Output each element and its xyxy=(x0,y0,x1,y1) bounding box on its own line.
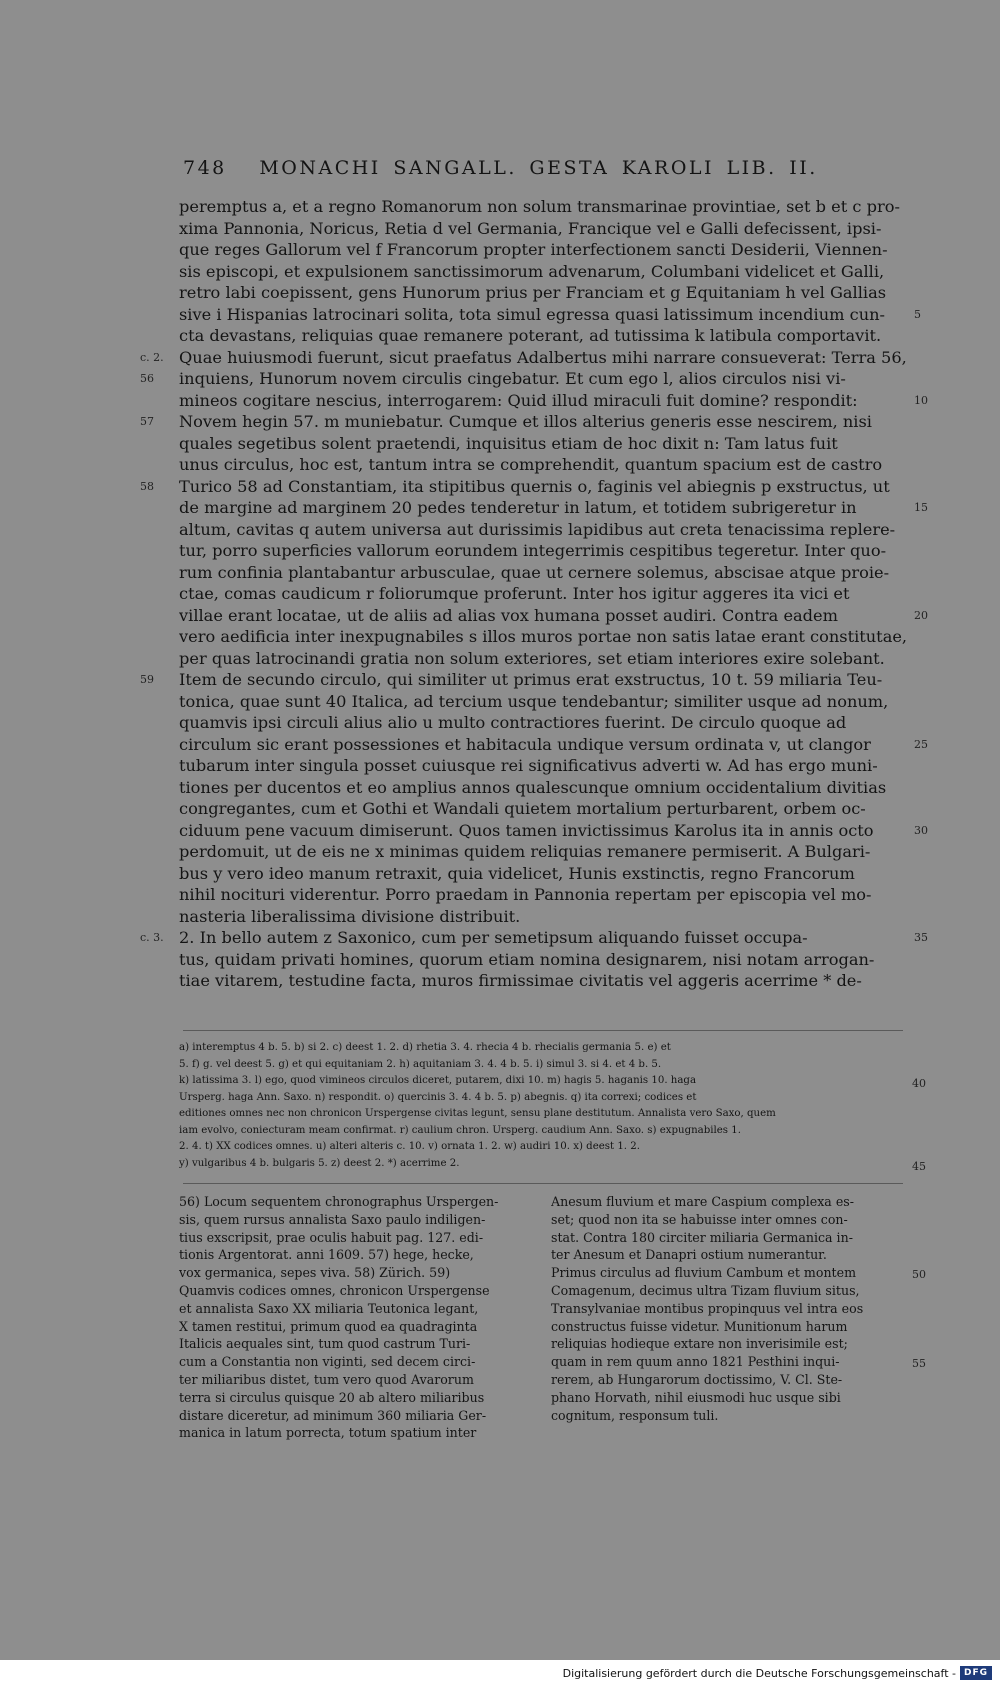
line-number: 50 xyxy=(912,1268,926,1282)
text-line: peremptus a, et a regno Romanorum non solum transmarinae provintiae, set b et c pro- xyxy=(179,197,900,216)
commentary-right-column xyxy=(551,1193,903,1424)
line-number: 30 xyxy=(914,823,928,837)
line-number: 40 xyxy=(912,1077,926,1090)
commentary-left-column xyxy=(179,1193,526,1442)
text-line: tus, quidam privati homines, quorum etiam nomina designarem, nisi notam arrogan- xyxy=(179,949,875,969)
running-header xyxy=(183,157,833,179)
commentary-line: reliquias hodieque extare non inverisimile est; xyxy=(551,1336,848,1352)
commentary-line: et annalista Saxo XX miliaria Teutonica legant, xyxy=(179,1300,479,1316)
text-line: ctae, comas caudicum r foliorumque proferunt. Inter hos igitur aggeres ita vici et xyxy=(179,584,850,603)
divider-rule xyxy=(183,1030,903,1031)
line-number: 35 xyxy=(914,931,928,944)
text-line: vero aedificia inter inexpugnabiles s illos muros portae non satis latae erant constitutae, xyxy=(179,627,908,646)
commentary-line: quam in rem quum anno 1821 Pesthini inqui- xyxy=(551,1354,840,1370)
margin-reference: c. 2. xyxy=(140,350,164,364)
line-number: 45 xyxy=(912,1159,926,1173)
apparatus-line: 2. 4. t) XX codices omnes. u) alteri alteris c. 10. v) ornata 1. 2. w) audiri 10. x) deest 1. 2. xyxy=(179,1141,640,1152)
text-line: xima Pannonia, Noricus, Retia d vel Germania, Francique vel e Galli defecissent, ipsi- xyxy=(179,218,882,238)
commentary-line: Quamvis codices omnes, chronicon Urspergense xyxy=(179,1282,490,1298)
text-line: tiones per ducentos et eo amplius annos qualescunque omnium occidentalium divitias xyxy=(179,777,887,797)
divider-rule xyxy=(183,1183,903,1184)
text-line: sive i Hispanias latrocinari solita, tota simul egressa quasi latissimum incendium cun- xyxy=(179,304,886,324)
main-text xyxy=(179,196,909,992)
text-line: retro labi coepissent, gens Hunorum prius per Franciam et g Equitaniam h vel Gallias xyxy=(179,283,887,302)
running-title: MONACHI SANGALL. GESTA KAROLI LIB. II. xyxy=(259,157,818,179)
line-number: 25 xyxy=(914,737,928,751)
commentary-line: 56) Locum sequentem chronographus Urspergen- xyxy=(179,1194,499,1209)
text-line: sis episcopi, et expulsionem sanctissimorum advenarum, Columbani videlicet et Galli, xyxy=(179,261,885,281)
text-line: nasteria liberalissima divisione distribuit. xyxy=(179,906,521,926)
text-line: quamvis ipsi circuli alius alio u multo contractiores fuerint. De circulo quoque ad xyxy=(179,713,847,732)
apparatus-line: k) latissima 3. l) ego, quod vimineos circulos diceret, putarem, dixi 10. m) hagis 5. haganis 10. haga xyxy=(179,1075,697,1086)
text-line: congregantes, cum et Gothi et Wandali quietem mortalium perturbarent, orbem oc- xyxy=(179,799,866,818)
margin-reference: 59 xyxy=(140,673,154,686)
commentary-line: constructus fuisse videtur. Munitionum harum xyxy=(551,1318,848,1334)
dfg-logo: DFG xyxy=(960,1666,992,1680)
text-line: ciduum pene vacuum dimiserunt. Quos tamen invictissimus Karolus ita in annis octo xyxy=(179,820,874,840)
commentary-line: cum a Constantia non viginti, sed decem circi- xyxy=(179,1354,476,1370)
commentary-line: manica in latum porrecta, totum spatium inter xyxy=(179,1425,477,1441)
text-line: altum, cavitas q autem universa aut durissimis lapidibus aut creta tenacissima replere- xyxy=(179,519,896,539)
line-number: 15 xyxy=(914,501,928,514)
commentary-line: Italicis aequales sint, tum quod castrum Turi- xyxy=(179,1336,471,1352)
text-line: de margine ad marginem 20 pedes tenderetur in latum, et totidem subrigeretur in xyxy=(179,498,857,517)
text-line: perdomuit, ut de eis ne x minimas quidem reliquias remanere permiserit. A Bulgari- xyxy=(179,842,871,861)
commentary-line: X tamen restitui, primum quod ea quadraginta xyxy=(179,1318,478,1334)
commentary-line: tius exscripsit, prae oculis habuit pag. 127. edi- xyxy=(179,1229,484,1245)
text-line: Turico 58 ad Constantiam, ita stipitibus quernis o, faginis vel abiegnis p exstructus, ut xyxy=(179,476,890,496)
margin-reference: 57 xyxy=(140,415,154,428)
margin-reference: 56 xyxy=(140,372,154,385)
commentary-line: Transylvaniae montibus propinquus vel intra eos xyxy=(551,1300,864,1316)
commentary-line: stat. Contra 180 circiter miliaria Germanica in- xyxy=(551,1229,853,1245)
text-line: Novem hegin 57. m muniebatur. Cumque et illos alterius generis esse nescirem, nisi xyxy=(179,412,872,431)
text-line: unus circulus, hoc est, tantum intra se comprehendit, quantum spacium est de castro xyxy=(179,455,883,474)
apparatus-line: y) vulgaribus 4 b. bulgaris 5. z) deest 2. *) acerrime 2. xyxy=(179,1157,460,1169)
text-line: que reges Gallorum vel f Francorum propter interfectionem sancti Desiderii, Viennen- xyxy=(179,240,888,259)
text-line: mineos cogitare nescius, interrogarem: Quid illud miraculi fuit domine? respondit: xyxy=(179,390,858,410)
text-line: per quas latrocinandi gratia non solum exteriores, set etiam interiores exire solebant. xyxy=(179,648,885,668)
commentary-line: terra si circulus quisque 20 ab altero miliaribus xyxy=(179,1389,485,1405)
text-line: inquiens, Hunorum novem circulis cingebatur. Et cum ego l, alios circulos nisi vi- xyxy=(179,369,846,388)
commentary-line: Anesum fluvium et mare Caspium complexa es- xyxy=(551,1194,854,1209)
text-line: tubarum inter singula posset cuiusque rei significativus adverti w. Ad has ergo muni- xyxy=(179,756,878,775)
line-number: 55 xyxy=(912,1357,926,1371)
text-line: Quae huiusmodi fuerunt, sicut praefatus Adalbertus mihi narrare consueverat: Terra 56, xyxy=(179,347,907,367)
text-line: tur, porro superficies vallorum eorundem integerrimis cespitibus tegeretur. Inter quo- xyxy=(179,541,887,560)
commentary-line: set; quod non ita se habuisse inter omnes con- xyxy=(551,1211,848,1227)
text-line: nihil nocituri viderentur. Porro praedam in Pannonia repertam per episcopia vel mo- xyxy=(179,885,872,904)
critical-apparatus xyxy=(179,1040,911,1172)
line-number: 10 xyxy=(914,393,928,407)
commentary-line: ter miliaribus distet, tum vero quod Avarorum xyxy=(179,1371,474,1387)
margin-reference: c. 3. xyxy=(140,931,164,944)
apparatus-line: iam evolvo, coniecturam meam confirmat. r) caulium chron. Ursperg. caudium Ann. Saxo. s) expugnabiles 1. xyxy=(179,1124,741,1136)
text-line: 2. In bello autem z Saxonico, cum per semetipsum aliquando fuisset occupa- xyxy=(179,928,808,947)
commentary-line: ter Anesum et Danapri ostium numerantur. xyxy=(551,1247,827,1263)
commentary-line: vox germanica, sepes viva. 58) Zürich. 59) xyxy=(179,1265,451,1281)
apparatus-line: editiones omnes nec non chronicon Urspergense civitas legunt, sensu plane destitutum. Annalista vero Saxo, quem xyxy=(179,1108,776,1119)
text-line: rum confinia plantabantur arbusculae, quae ut cernere solemus, abscisae atque proie- xyxy=(179,562,890,582)
commentary-line: Primus circulus ad fluvium Cambum et montem xyxy=(551,1265,857,1281)
margin-reference: 58 xyxy=(140,479,154,493)
text-line: Item de secundo circulo, qui similiter ut primus erat exstructus, 10 t. 59 miliaria Teu- xyxy=(179,670,883,689)
digitization-credit xyxy=(563,1666,992,1680)
apparatus-line: a) interemptus 4 b. 5. b) si 2. c) deest 1. 2. d) rhetia 3. 4. rhecia 4 b. rhecialis germania 5. e) et xyxy=(179,1042,671,1053)
credit-text: Digitalisierung gefördert durch die Deutsche Forschungsgemeinschaft - xyxy=(562,1666,956,1680)
commentary-line: Comagenum, decimus ultra Tizam fluvium situs, xyxy=(551,1282,860,1298)
text-line: quales segetibus solent praetendi, inquisitus etiam de hoc dixit n: Tam latus fuit xyxy=(179,433,838,453)
text-line: villae erant locatae, ut de aliis ad alias vox humana posset audiri. Contra eadem xyxy=(179,605,838,625)
commentary-line: rerem, ab Hungarorum doctissimo, V. Cl. Ste- xyxy=(551,1371,843,1387)
line-number: 5 xyxy=(914,307,921,321)
text-line: tiae vitarem, testudine facta, muros firmissimae civitatis vel aggeris acerrime * de- xyxy=(179,971,862,990)
line-number: 20 xyxy=(914,608,928,622)
commentary-line: distare diceretur, ad minimum 360 miliaria Ger- xyxy=(179,1407,487,1423)
commentary-line: tionis Argentorat. anni 1609. 57) hege, hecke, xyxy=(179,1247,474,1263)
commentary-line: cognitum, responsum tuli. xyxy=(551,1407,719,1423)
commentary-line: phano Horvath, nihil eiusmodi huc usque sibi xyxy=(551,1389,841,1405)
apparatus-line: 5. f) g. vel deest 5. g) et qui equitaniam 2. h) aquitaniam 3. 4. 4 b. 5. i) simul 3. si 4. et 4 b. 5. xyxy=(179,1058,662,1070)
apparatus-line: Ursperg. haga Ann. Saxo. n) respondit. o) quercinis 3. 4. 4 b. 5. p) abegnis. q) ita correxi; codices et xyxy=(179,1091,697,1103)
text-line: circulum sic erant possessiones et habitacula undique versum ordinata v, ut clangor xyxy=(179,734,871,754)
text-line: bus y vero ideo manum retraxit, quia videlicet, Hunis exstinctis, regno Francorum xyxy=(179,863,855,883)
commentary-line: sis, quem rursus annalista Saxo paulo indiligen- xyxy=(179,1211,486,1227)
text-line: tonica, quae sunt 40 Italica, ad tercium usque tendebantur; similiter usque ad nonum, xyxy=(179,691,889,711)
page-number: 748 xyxy=(183,157,227,179)
text-line: cta devastans, reliquias quae remanere poterant, ad tutissima k latibula comportavit. xyxy=(179,326,882,345)
